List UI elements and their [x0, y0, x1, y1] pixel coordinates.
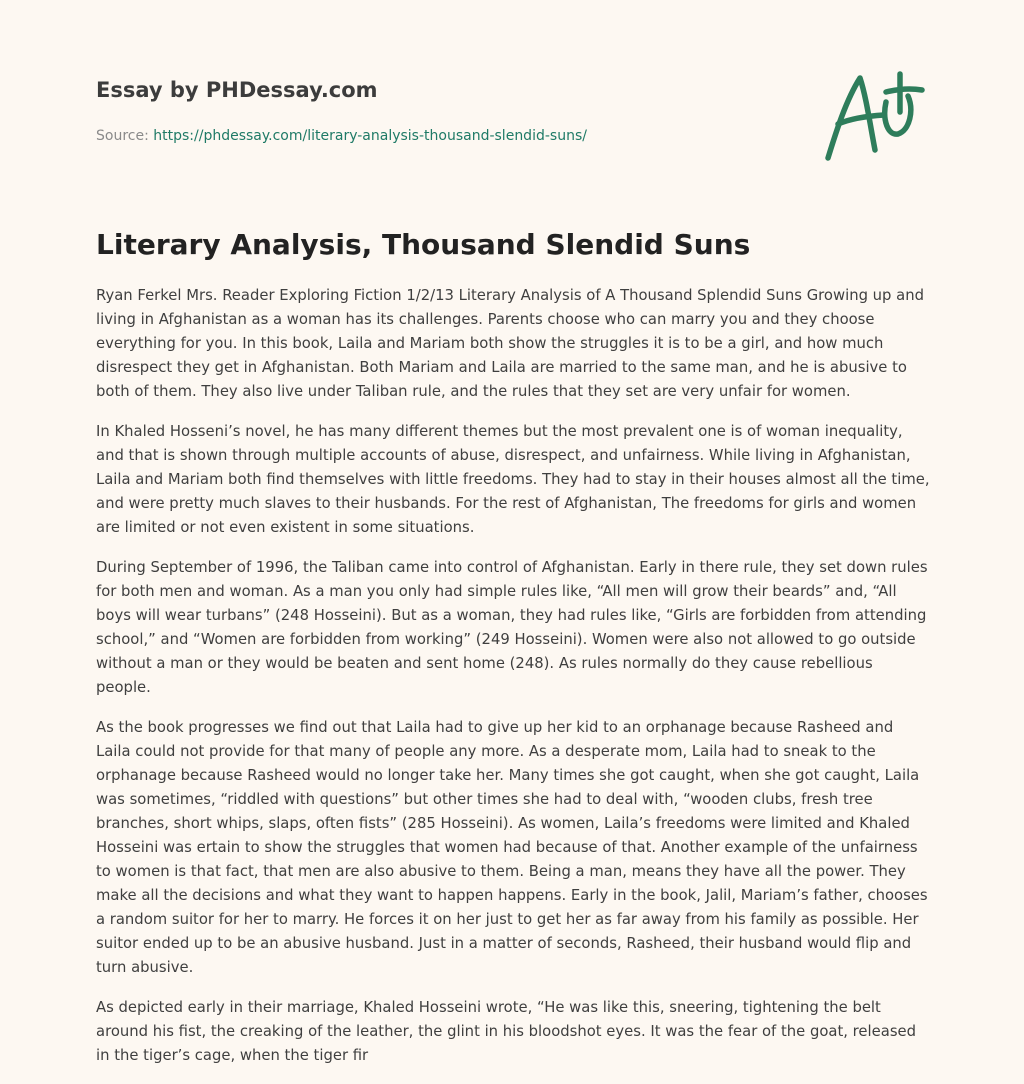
brand-title: Essay by PHDessay.com: [96, 78, 378, 102]
source-label: Source:: [96, 128, 149, 144]
essay-paragraph: During September of 1996, the Taliban came into control of Afghanistan. Early in there rule, they set down rules for both men and woman. As a man you only had simple rules like, “All men will grow their beards” and, “All boys will wear turbans” (248 Hosseini). But as a woman, they had rules like, “Girls are forbidden from attending school,” and “Women are forbidden from working” (249 Hosseini). Women were also not allowed to go outside without a man or they would be beaten and sent home (248). As rules normally do they cause rebellious people.: [96, 559, 928, 696]
essay-body: [96, 284, 930, 1084]
source-line: [96, 126, 796, 146]
essay-paragraph: As the book progresses we find out that Laila had to give up her kid to an orphanage because Rasheed and Laila could not provide for that many of people any more. As a desperate mom, Laila had to sneak to the orphanage because Rasheed would no longer take her. Many times she got caught, when she got caught, Laila was sometimes, “riddled with questions” but other times she had to deal with, “wooden clubs, fresh tree branches, short whips, slaps, often fists” (285 Hosseini). As women, Laila’s freedoms were limited and Khaled Hosseini was ertain to show the struggles that women had because of that. Another example of the unfairness to women is that fact, that men are also abusive to them. Being a man, means they have all the power. They make all the decisions and what they want to happen happens. Early in the book, Jalil, Mariam’s father, chooses a random suitor for her to marry. He forces it on her just to get her as far away from his family as possible. Her suitor ended up to be an abusive husband. Just in a matter of seconds, Rasheed, their husband would flip and turn abusive.: [96, 719, 928, 976]
essay-paragraph: In Khaled Hosseni’s novel, he has many different themes but the most prevalent one is of woman inequality, and that is shown through multiple accounts of abuse, disrespect, and unfairness. While living in Afghanistan, Laila and Mariam both find themselves with little freedoms. They had to stay in their houses almost all the time, and were pretty much slaves to their husbands. For the rest of Afghanistan, The freedoms for girls and women are limited or not even existent in some situations.: [96, 423, 930, 536]
source-link[interactable]: https://phdessay.com/literary-analysis-thousand-slendid-suns/: [153, 128, 587, 144]
essay-title: Literary Analysis, Thousand Slendid Suns: [96, 228, 751, 261]
header: [96, 74, 796, 146]
essay-paragraph: Ryan Ferkel Mrs. Reader Exploring Fiction 1/2/13 Literary Analysis of A Thousand Splendid Suns Growing up and living in Afghanistan as a woman has its challenges. Parents choose who can marry you and they choose everything for you. In this book, Laila and Mariam both show the struggles it is to be a girl, and how much disrespect they get in Afghanistan. Both Mariam and Laila are married to the same man, and he is abusive to both of them. They also live under Taliban rule, and the rules that they set are very unfair for women.: [96, 287, 924, 400]
essay-paragraph: As depicted early in their marriage, Khaled Hosseini wrote, “He was like this, sneering, tightening the belt around his fist, the creaking of the leather, the glint in his bloodshot eyes. It was the fear of the goat, released in the tiger’s cage, when the tiger fir: [96, 999, 917, 1064]
a-plus-logo-icon: [818, 66, 930, 166]
